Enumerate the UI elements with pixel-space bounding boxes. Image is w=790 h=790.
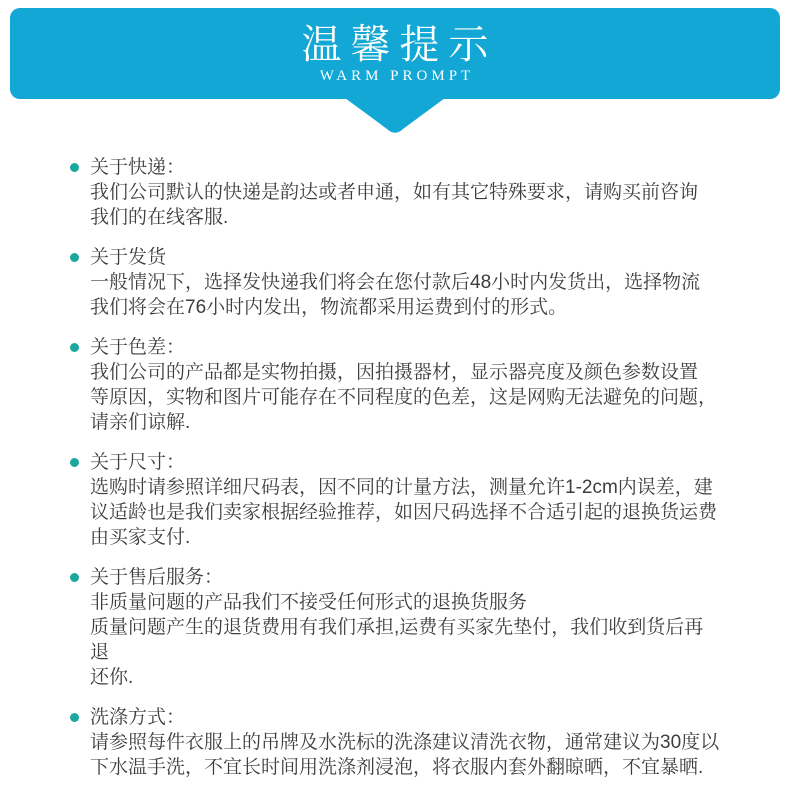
section-text-line: 我们的在线客服. — [90, 207, 229, 228]
section-text-line: 由买家支付. — [90, 527, 191, 548]
section-washing — [70, 705, 722, 780]
bullet-dot-icon — [70, 713, 79, 722]
section-text-line: 请亲们谅解. — [90, 412, 191, 433]
section-text-line: 请参照每件衣服上的吊牌及水洗标的洗涤建议清洗衣物，通常建议为30度以 — [90, 732, 720, 753]
section-text-line: 我们将会在76小时内发出，物流都采用运费到付的形式。 — [90, 297, 568, 318]
section-heading: 关于色差： — [90, 337, 186, 358]
section-text-line: 非质量问题的产品我们不接受任何形式的退换货服务 — [90, 592, 528, 613]
section-delivery — [70, 245, 722, 320]
section-heading: 关于售后服务： — [90, 567, 224, 588]
section-text-line: 我们公司的产品都是实物拍摄，因拍摄器材，显示器亮度及颜色参数设置 — [90, 362, 699, 383]
bullet-dot-icon — [70, 253, 79, 262]
section-text-line: 等原因，实物和图片可能存在不同程度的色差，这是网购无法避免的问题， — [90, 387, 718, 408]
banner-subtitle: WARM PROMPT — [319, 68, 475, 84]
section-heading: 关于发货 — [90, 247, 167, 268]
bullet-dot-icon — [70, 343, 79, 352]
section-text-line: 一般情况下，选择发快递我们将会在您付款后48小时内发货出，选择物流 — [90, 272, 701, 293]
bullet-dot-icon — [70, 573, 79, 582]
section-text-line: 还你. — [90, 667, 134, 688]
section-color-difference — [70, 335, 722, 435]
section-sizing — [70, 450, 722, 550]
warm-prompt-banner — [10, 8, 780, 99]
section-heading: 洗涤方式： — [90, 707, 186, 728]
notice-content — [0, 99, 790, 780]
section-after-sales — [70, 565, 722, 690]
section-text-line: 下水温手洗，不宜长时间用洗涤剂浸泡，将衣服内套外翻晾晒，不宜暴晒. — [90, 757, 704, 778]
section-heading: 关于尺寸： — [90, 452, 186, 473]
section-text-line: 议适龄也是我们卖家根据经验推荐，如因尺码选择不合适引起的退换货运费 — [90, 502, 718, 523]
section-text-line: 我们公司默认的快递是韵达或者申通，如有其它特殊要求，请购买前咨询 — [90, 182, 699, 203]
section-heading: 关于快递： — [90, 157, 186, 178]
section-shipping-courier — [70, 155, 722, 230]
bullet-dot-icon — [70, 163, 79, 172]
speech-bubble-tail-icon — [335, 98, 455, 140]
banner-title: 温馨提示 — [301, 23, 498, 67]
section-text-line: 选购时请参照详细尺码表，因不同的计量方法，测量允许1-2cm内误差，建 — [90, 477, 713, 498]
section-text-line: 质量问题产生的退货费用有我们承担,运费有买家先垫付，我们收到货后再退 — [90, 617, 704, 663]
bullet-dot-icon — [70, 458, 79, 467]
